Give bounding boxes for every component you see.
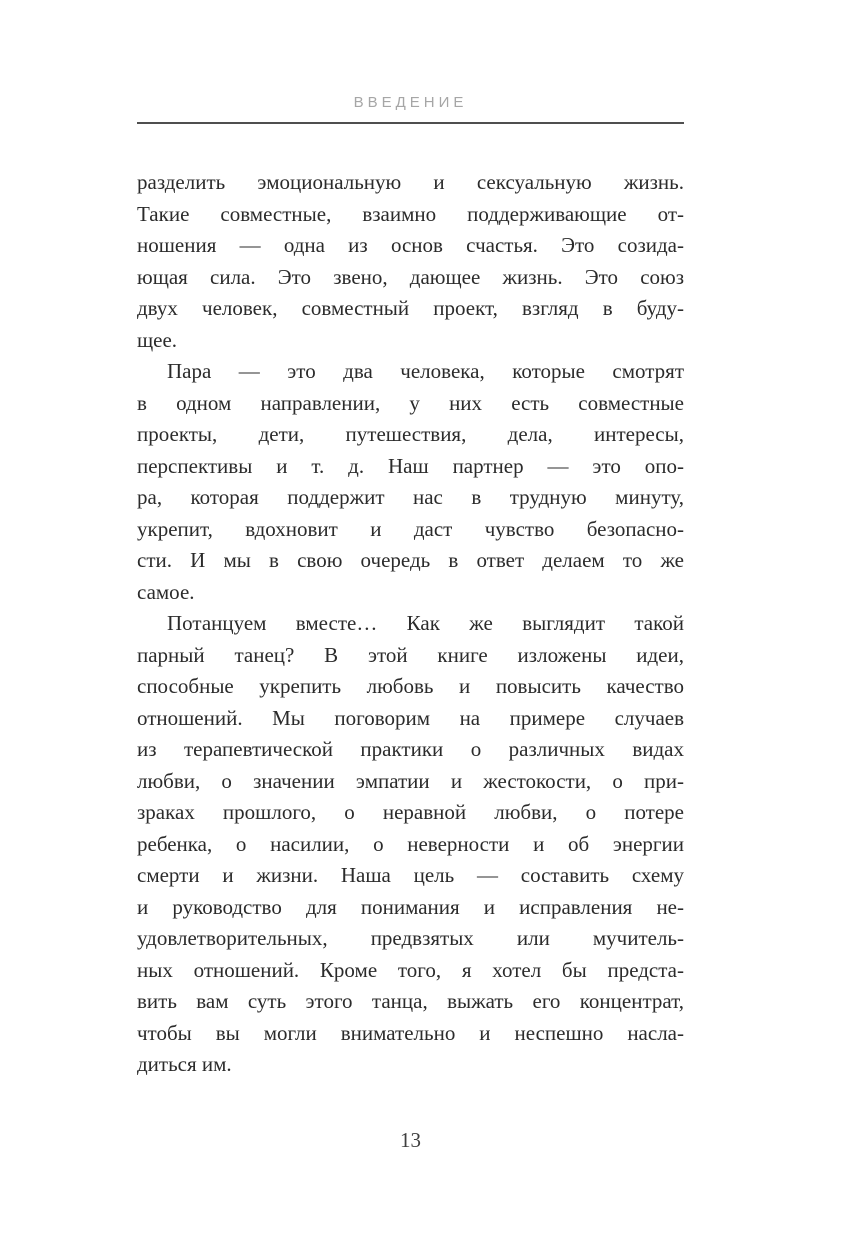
text-line: удовлетворительных, предвзятых или мучитель- [137,926,684,950]
page-number: 13 [400,1128,421,1152]
text-line: самое. [137,579,195,604]
text-line: разделить эмоциональную и сексуальную жизнь. [137,170,684,194]
text-line: Потанцуем вместе… Как же выглядит такой [167,611,684,635]
text-line: двух человек, совместный проект, взгляд в буду- [137,296,684,320]
text-line: и руководство для понимания и исправления не- [137,894,684,919]
text-line: способные укрепить любовь и повысить качество [137,674,684,698]
text-line: вить вам суть этого танца, выжать его концентрат, [137,989,684,1013]
text-line: ных отношений. Кроме того, я хотел бы предста- [137,957,684,982]
text-line: ребенка, о насилии, о неверности и об энергии [137,831,684,856]
text-line: Пара — это два человека, которые смотрят [167,359,684,383]
text-line: в одном направлении, у них есть совместные [137,390,684,415]
text-line: ношения — одна из основ счастья. Это созида- [137,233,684,257]
text-line: диться им. [137,1052,232,1076]
body-text [137,167,684,1081]
text-line: парный танец? В этой книге изложены идеи, [137,642,684,667]
header-rule [137,122,684,124]
page-header [137,0,684,124]
text-line: укрепит, вдохновит и даст чувство безопасно- [137,516,684,541]
text-line: перспективы и т. д. Наш партнер — это опо- [137,453,684,478]
page-footer [137,1128,684,1153]
text-line: щее. [137,327,178,352]
text-line: из терапевтической практики о различных видах [137,737,684,761]
text-line: чтобы вы могли внимательно и неспешно насла- [137,1020,684,1045]
text-line: Такие совместные, взаимно поддерживающие от- [137,201,684,226]
text-line: отношений. Мы поговорим на примере случаев [137,705,684,730]
paragraph [137,356,684,608]
text-line: проекты, дети, путешествия, дела, интересы, [137,422,684,446]
text-line: зраках прошлого, о неравной любви, о потере [137,800,684,824]
text-line: ющая сила. Это звено, дающее жизнь. Это союз [137,264,684,289]
text-line: ра, которая поддержит нас в трудную минуту, [137,485,684,509]
text-line: любви, о значении эмпатии и жестокости, о при- [137,768,684,793]
paragraph [137,608,684,1081]
text-line: смерти и жизни. Наша цель — составить схему [137,863,684,887]
text-line: сти. И мы в свою очередь в ответ делаем то же [137,548,684,572]
chapter-header: ВВЕДЕНИЕ [353,94,468,111]
paragraph [137,167,684,356]
